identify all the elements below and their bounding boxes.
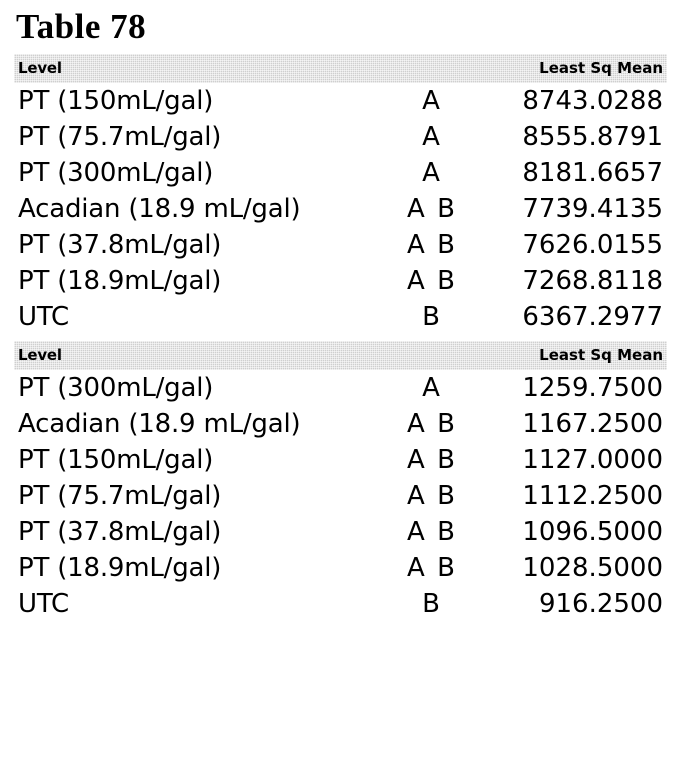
column-header-level: Level: [14, 341, 386, 370]
cell-group: A: [422, 122, 442, 152]
cell-least-sq-mean: 1259.7500: [522, 373, 663, 403]
table-row: [14, 550, 667, 586]
cell-group: B: [422, 589, 442, 619]
cell-level: PT (150mL/gal): [18, 86, 214, 116]
cell-least-sq-mean: 8555.8791: [522, 122, 663, 152]
cell-least-sq-mean: 1096.5000: [522, 517, 663, 547]
cell-group: A: [422, 158, 442, 188]
cell-level: PT (75.7mL/gal): [18, 122, 222, 152]
cell-group: A B: [407, 553, 457, 583]
cell-group: A B: [407, 481, 457, 511]
cell-group: A B: [407, 445, 457, 475]
cell-group: A B: [407, 266, 457, 296]
table-row: [14, 83, 667, 119]
table-row: [14, 155, 667, 191]
cell-least-sq-mean: 8181.6657: [522, 158, 663, 188]
cell-least-sq-mean: 916.2500: [538, 589, 663, 619]
cell-level: PT (150mL/gal): [18, 445, 214, 475]
cell-least-sq-mean: 7739.4135: [522, 194, 663, 224]
column-header-least-sq-mean: Least Sq Mean: [478, 341, 667, 370]
cell-least-sq-mean: 1167.2500: [522, 409, 663, 439]
cell-level: PT (37.8mL/gal): [18, 517, 222, 547]
cell-least-sq-mean: 6367.2977: [522, 302, 663, 332]
page-title: Table 78: [16, 7, 147, 46]
cell-group: B: [422, 302, 442, 332]
cell-level: PT (300mL/gal): [18, 373, 214, 403]
column-header-least-sq-mean: Least Sq Mean: [478, 54, 667, 83]
column-header-group: [386, 54, 478, 83]
cell-level: PT (300mL/gal): [18, 158, 214, 188]
column-header-level: Level: [14, 54, 386, 83]
cell-level: PT (18.9mL/gal): [18, 266, 222, 296]
cell-level: Acadian (18.9 mL/gal): [18, 409, 301, 439]
table-row: [14, 514, 667, 550]
cell-group: A B: [407, 517, 457, 547]
column-header-group: [386, 341, 478, 370]
table-header-row: [14, 54, 667, 83]
cell-group: A B: [407, 194, 457, 224]
table-row: [14, 586, 667, 622]
table-row: [14, 227, 667, 263]
table-row: [14, 478, 667, 514]
table-header-row: [14, 341, 667, 370]
cell-group: A: [422, 86, 442, 116]
cell-group: A: [422, 373, 442, 403]
cell-least-sq-mean: 7268.8118: [522, 266, 663, 296]
table-row: [14, 299, 667, 335]
cell-least-sq-mean: 7626.0155: [522, 230, 663, 260]
table-row: [14, 191, 667, 227]
cell-least-sq-mean: 1127.0000: [522, 445, 663, 475]
cell-level: PT (75.7mL/gal): [18, 481, 222, 511]
cell-least-sq-mean: 1112.2500: [522, 481, 663, 511]
least-sq-mean-table-2: [14, 341, 667, 622]
table-row: [14, 263, 667, 299]
cell-level: UTC: [18, 302, 69, 332]
table-row: [14, 406, 667, 442]
cell-level: PT (18.9mL/gal): [18, 553, 222, 583]
table-row: [14, 370, 667, 406]
cell-level: UTC: [18, 589, 69, 619]
cell-least-sq-mean: 1028.5000: [522, 553, 663, 583]
cell-least-sq-mean: 8743.0288: [522, 86, 663, 116]
cell-level: Acadian (18.9 mL/gal): [18, 194, 301, 224]
cell-group: A B: [407, 230, 457, 260]
table-row: [14, 119, 667, 155]
cell-level: PT (37.8mL/gal): [18, 230, 222, 260]
least-sq-mean-table-1: [14, 54, 667, 335]
table-row: [14, 442, 667, 478]
cell-group: A B: [407, 409, 457, 439]
